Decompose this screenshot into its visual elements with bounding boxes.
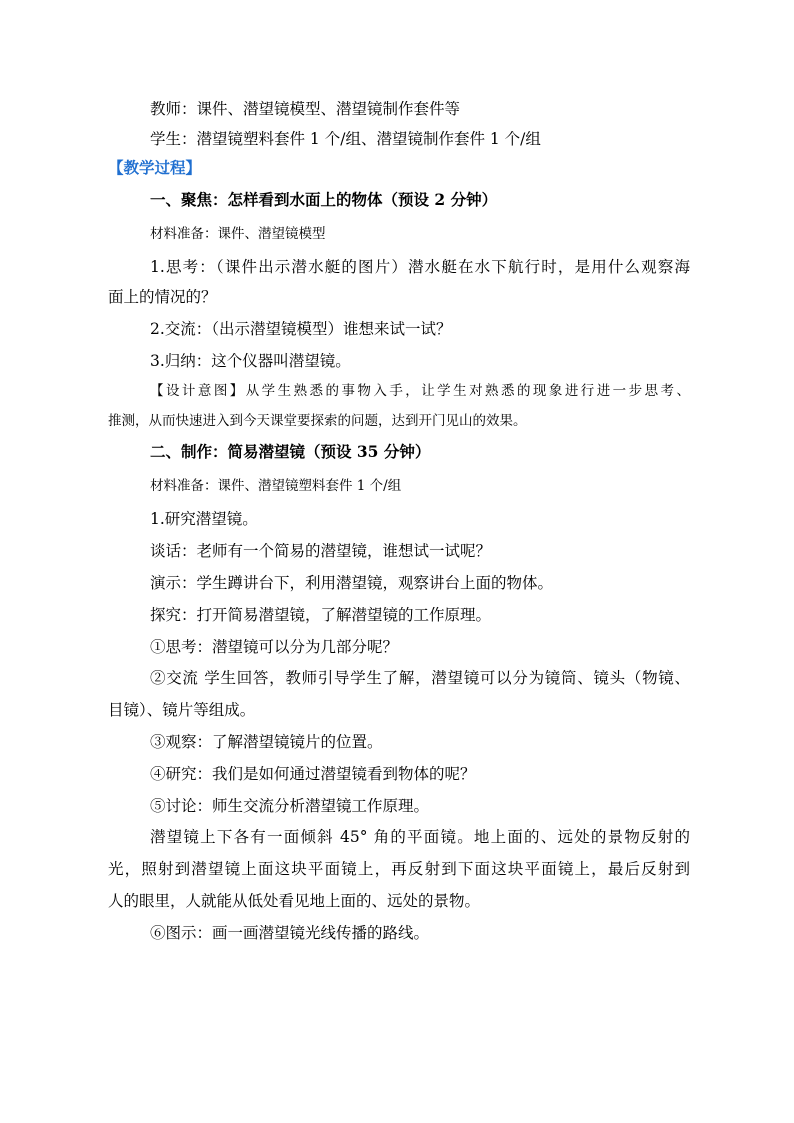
section2-step1: 1.研究潜望镜。 xyxy=(150,510,258,528)
section2-observe: ③观察：了解潜望镜镜片的位置。 xyxy=(150,733,383,751)
section2-discuss: ⑤讨论：师生交流分析潜望镜工作原理。 xyxy=(150,797,430,815)
section2-principle-line2: 光，照射到潜望镜上面这块平面镜上，再反射到下面这块平面镜上，最后反射到 xyxy=(108,860,690,878)
section2-diagram: ⑥图示：画一画潜望镜光线传播的路线。 xyxy=(150,924,430,942)
section1-step1-line1: 1.思考：（课件出示潜水艇的图片）潜水艇在水下航行时，是用什么观察海 xyxy=(150,258,690,276)
section2-demo: 演示：学生蹲讲台下，利用潜望镜，观察讲台上面的物体。 xyxy=(150,574,554,592)
section2-exchange-line2: 目镜）、镜片等组成。 xyxy=(108,701,256,719)
section1-step1-line2: 面上的情况的？ xyxy=(108,288,217,306)
section1-step2: 2.交流：（出示潜望镜模型）谁想来试一试？ xyxy=(150,320,452,338)
section1-materials: 材料准备：课件、潜望镜模型 xyxy=(150,226,326,242)
section2-talk: 谈话：老师有一个简易的潜望镜，谁想试一试呢？ xyxy=(150,542,492,560)
section2-principle-line1: 潜望镜上下各有一面倾斜 45° 角的平面镜。地上面的、远处的景物反射的 xyxy=(150,828,690,846)
section2-materials: 材料准备：课件、潜望镜塑料套件 1 个/组 xyxy=(150,478,402,494)
section1-intent-line1: 【设计意图】从学生熟悉的事物入手，让学生对熟悉的现象进行进一步思考、 xyxy=(150,383,690,399)
section2-exchange-line1: ②交流 学生回答，教师引导学生了解，潜望镜可以分为镜筒、镜头（物镜、 xyxy=(150,669,690,687)
process-heading: 【教学过程】 xyxy=(108,158,202,177)
section2-title: 二、制作：简易潜望镜（预设 35 分钟） xyxy=(150,442,431,461)
section2-explore: 探究：打开简易潜望镜，了解潜望镜的工作原理。 xyxy=(150,606,492,624)
student-materials: 学生：潜望镜塑料套件 1 个/组、潜望镜制作套件 1 个/组 xyxy=(150,130,541,148)
section2-think: ①思考：潜望镜可以分为几部分呢？ xyxy=(150,638,399,656)
section1-title: 一、聚焦：怎样看到水面上的物体（预设 2 分钟） xyxy=(150,190,498,209)
section1-intent-line2: 推测，从而快速进入到今天课堂要探索的问题，达到开门见山的效果。 xyxy=(108,413,527,429)
section2-principle-line3: 人的眼里，人就能从低处看见地上面的、远处的景物。 xyxy=(108,892,481,910)
section2-research: ④研究：我们是如何通过潜望镜看到物体的呢？ xyxy=(150,765,476,783)
section1-step3: 3.归纳：这个仪器叫潜望镜。 xyxy=(150,352,351,370)
teacher-materials: 教师：课件、潜望镜模型、潜望镜制作套件等 xyxy=(150,100,461,118)
